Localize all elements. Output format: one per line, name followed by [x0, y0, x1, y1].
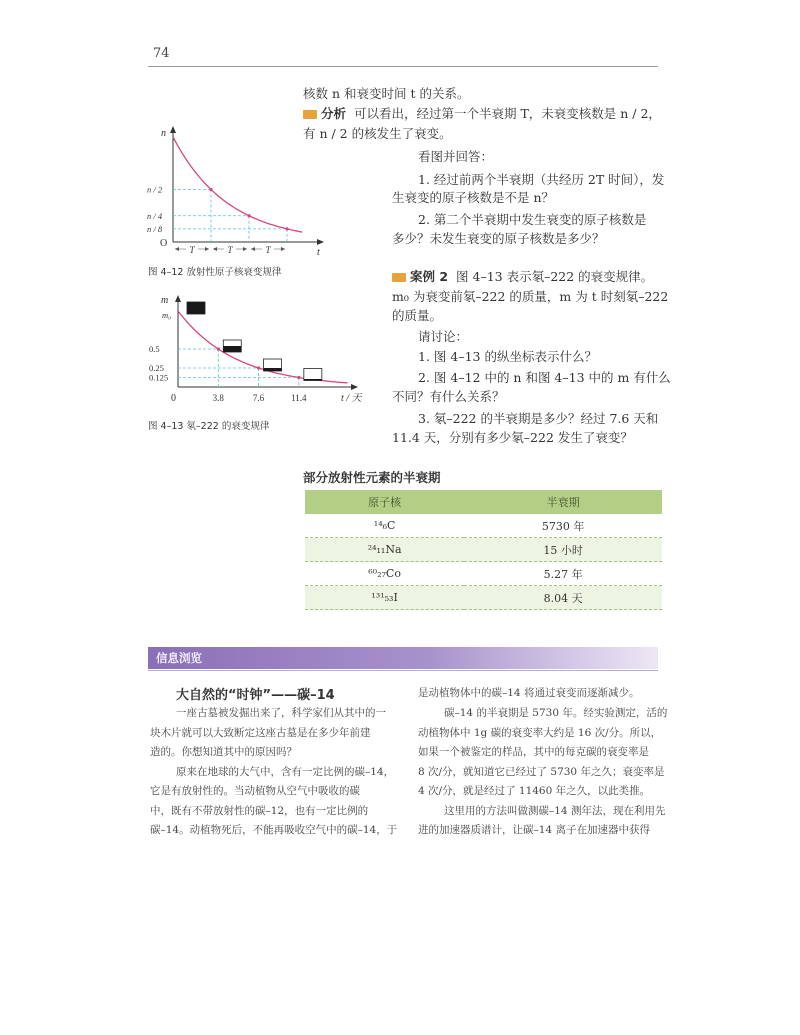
paragraph-line: 进的加速器质谱计，让碳–14 离子在加速器中获得 [418, 824, 650, 836]
y-tick-label: m₀ [162, 310, 172, 320]
nuclide-cell: ⁶⁰₂₇Co [305, 562, 464, 586]
body-line: 的质量。 [392, 308, 443, 323]
case-tag-icon [392, 273, 406, 282]
y-axis-arrow-icon [175, 295, 181, 302]
paragraph-line: 中，既有不带放射性的碳–12，也有一定比例的 [150, 805, 369, 817]
body-line: 2. 第二个半衰期中发生衰变的原子核数是 [418, 212, 647, 227]
body-line: 2. 图 4–12 中的 n 和图 4–13 中的 m 有什么 [418, 370, 671, 385]
arrow-right-icon [243, 247, 247, 251]
y-tick-label: n / 2 [147, 184, 163, 195]
paragraph-line: 4 次/分，就是经过了 11460 年之久，以此类推。 [418, 785, 651, 797]
data-point [247, 214, 250, 217]
analysis-label: 分析 [321, 106, 347, 121]
halflife-table [305, 490, 662, 610]
paragraph-line: 一座古墓被发掘出来了，科学家们从其中的一 [176, 707, 386, 719]
body-line: 3. 氡–222 的半衰期是多少？经过 7.6 天和 [418, 411, 659, 426]
analysis-tag-icon [303, 110, 317, 119]
y-tick-label: n / 8 [147, 223, 163, 234]
body-line: 图 4–13 表示氡–222 的衰变规律。 [456, 269, 654, 284]
case-label: 案例 2 [410, 269, 449, 284]
half-life-cell: 5730 年 [464, 514, 662, 538]
info-banner-label: 信息浏览 [156, 651, 202, 665]
figure-4-13-chart [145, 295, 370, 410]
table-row [305, 514, 662, 538]
origin-label: 0 [171, 393, 176, 404]
paragraph-line: 如果一个被鉴定的样品，其中的每克碳的衰变率是 [418, 746, 649, 758]
half-life-cell: 15 小时 [464, 538, 662, 562]
body-line: 11.4 天，分别有多少氡–222 发生了衰变？ [392, 430, 633, 445]
x-axis-label: t [317, 247, 320, 258]
sample-remaining [264, 368, 282, 371]
half-life-cell: 8.04 天 [464, 586, 662, 610]
figure-4-12-chart [145, 125, 335, 260]
x-tick-label: 7.6 [252, 393, 265, 403]
banner-rule [148, 670, 658, 671]
figure-4-12-caption: 图 4–12 放射性原子核衰变规律 [148, 267, 282, 278]
body-line: 请讨论： [418, 329, 469, 344]
body-line: 可以看出，经过第一个半衰期 T，未衰变核数是 n / 2， [353, 106, 661, 121]
figure-4-13-caption: 图 4–13 氡–222 的衰变规律 [148, 421, 270, 432]
x-axis-arrow-icon [351, 384, 358, 390]
header-rule [148, 66, 658, 67]
analysis-line [303, 104, 661, 124]
data-point [297, 376, 300, 379]
x-tick-label: 11.4 [291, 393, 307, 403]
sample-box [304, 369, 322, 381]
table-title: 部分放射性元素的半衰期 [303, 470, 441, 485]
x-axis-label: t / 天 [341, 393, 362, 404]
paragraph-line: 原来在地球的大气中，含有一定比例的碳–14， [176, 766, 395, 778]
x-tick-label: T [189, 245, 195, 255]
decay-curve [173, 137, 302, 232]
body-line: m₀ 为衰变前氡–222 的质量，m 为 t 时刻氡–222 [392, 289, 669, 304]
paragraph-line: 8 次/分，就知道它已经过了 5730 年之久；衰变率是 [418, 766, 665, 778]
body-line: 1. 经过前两个半衰期（共经历 2T 时间），发 [418, 172, 665, 187]
y-axis-label: m [161, 295, 169, 306]
paragraph-line: 块木片就可以大致断定这座古墓是在多少年前建 [150, 727, 371, 739]
body-line: 看图并回答： [418, 149, 494, 164]
paragraph-line: 造的。你想知道其中的原因吗？ [150, 746, 297, 758]
table-row [305, 562, 662, 586]
nuclide-cell: ¹⁴₆C [305, 514, 464, 538]
body-line: 不同？有什么关系？ [392, 389, 505, 404]
paragraph-line: 碳–14。动植物死后，不能再吸收空气中的碳–14，于 [150, 824, 398, 836]
data-point [217, 347, 220, 350]
origin-label: O [160, 238, 168, 249]
x-tick-label: T [265, 245, 271, 255]
article-title: 大自然的“时钟”——碳–14 [176, 688, 335, 703]
y-tick-label: 0.25 [149, 363, 164, 373]
x-tick-label: 3.8 [212, 393, 224, 403]
body-line: 核数 n 和衰变时间 t 的关系。 [303, 86, 470, 101]
info-banner [148, 647, 658, 669]
sample-remaining [223, 346, 241, 352]
y-axis-arrow-icon [170, 126, 176, 133]
data-point [209, 188, 212, 191]
y-tick-label: 0.5 [149, 344, 160, 354]
arrow-left-icon [213, 247, 217, 251]
column-header-half-life: 半衰期 [464, 490, 662, 514]
arrow-left-icon [175, 247, 179, 251]
data-point [285, 227, 288, 230]
y-tick-label: 0.125 [149, 372, 169, 383]
x-tick-label: T [227, 245, 233, 255]
column-header-nuclide: 原子核 [305, 490, 464, 514]
body-line: 有 n / 2 的核发生了衰变。 [303, 126, 452, 141]
page-number: 74 [153, 46, 170, 61]
y-axis-label: n [161, 128, 166, 139]
arrow-left-icon [251, 247, 255, 251]
data-point [257, 366, 260, 369]
x-axis-arrow-icon [317, 239, 324, 245]
nuclide-cell: ¹³¹₅₃I [305, 586, 464, 610]
arrow-right-icon [205, 247, 209, 251]
y-tick-label: n / 4 [147, 210, 163, 221]
sample-remaining [304, 379, 322, 381]
table-row [305, 538, 662, 562]
paragraph-line: 是动植物体中的碳–14 将通过衰变而逐渐减少。 [418, 687, 640, 699]
nuclide-cell: ²⁴₁₁Na [305, 538, 464, 562]
half-life-cell: 5.27 年 [464, 562, 662, 586]
paragraph-line: 这里用的方法叫做测碳–14 测年法，现在利用先 [444, 805, 666, 817]
sample-remaining [187, 302, 205, 314]
paragraph-line: 碳–14 的半衰期是 5730 年。经实验测定，活的 [444, 707, 668, 719]
arrow-right-icon [281, 247, 285, 251]
paragraph-line: 动植物体中 1g 碳的衰变率大约是 16 次/分。所以， [418, 727, 662, 739]
case-line [392, 267, 653, 287]
body-line: 多少？未发生衰变的原子核数是多少？ [392, 231, 605, 246]
paragraph-line: 它是有放射性的。当动植物从空气中吸收的碳 [150, 785, 360, 797]
body-line: 生衰变的原子核数是不是 n？ [392, 190, 555, 205]
table-header-row [305, 490, 662, 514]
table-row [305, 586, 662, 610]
body-line: 1. 图 4–13 的纵坐标表示什么？ [418, 349, 597, 364]
